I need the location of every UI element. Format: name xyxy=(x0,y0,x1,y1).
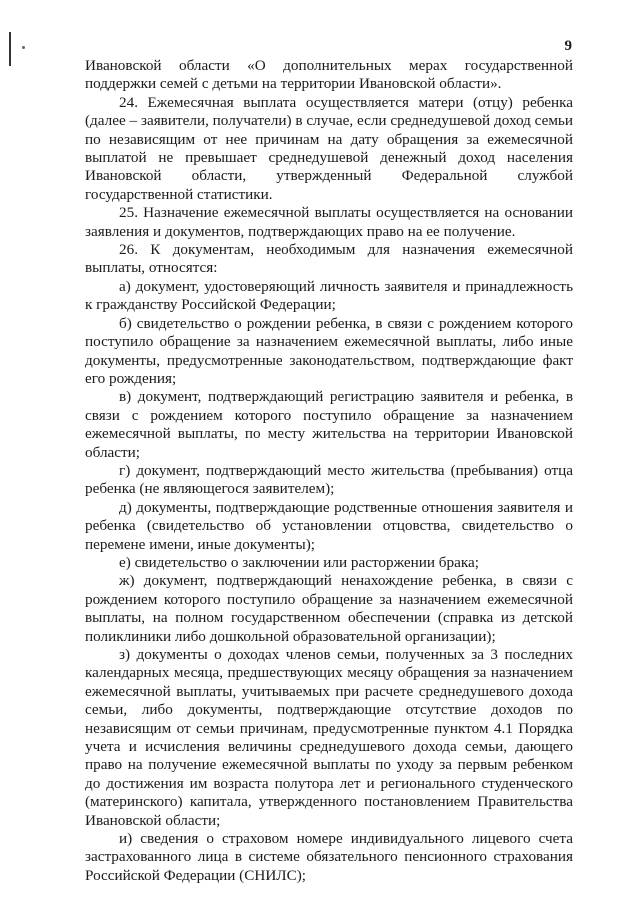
scan-dust-dot xyxy=(22,46,25,49)
list-item-zh: ж) документ, подтверждающий ненахождение ребенка, в связи с рождением которого поступило обращение за назначением ежемесячной выплаты, на полном государственном обеспечении (справка из детской поликлиники либо дошкольной образовательной организации); xyxy=(85,572,573,645)
paragraph-26: 26. К документам, необходимым для назначения ежемесячной выплаты, относятся: xyxy=(85,241,573,277)
scan-edge-mark xyxy=(9,32,11,66)
paragraph-24: 24. Ежемесячная выплата осуществляется матери (отцу) ребенка (далее – заявители, получатели) в случае, если среднедушевой доход семьи по независящим от нее причинам на дату обращения за ежемесячной выплатой не превышает среднедушевой денежный доход населения Ивановской области, утвержденный Федеральной службой государственной статистики. xyxy=(85,93,573,203)
list-item-a: а) документ, удостоверяющий личность заявителя и принадлежность к гражданству Российской Федерации; xyxy=(85,277,573,314)
document-body xyxy=(85,57,573,885)
list-item-i: и) сведения о страховом номере индивидуального лицевого счета застрахованного лица в системе обязательного пенсионного страхования Российской Федерации (СНИЛС); xyxy=(85,830,573,884)
paragraph-25: 25. Назначение ежемесячной выплаты осуществляется на основании заявления и документов, подтверждающих право на ее получение. xyxy=(85,204,573,240)
list-item-v: в) документ, подтверждающий регистрацию заявителя и ребенка, в связи с рождением которого поступило обращение за назначением ежемесячной выплаты, по месту жительства на территории Ивановской области; xyxy=(85,388,573,461)
list-item-e: е) свидетельство о заключении или расторжении брака; xyxy=(119,553,479,571)
list-item-g: г) документ, подтверждающий место жительства (пребывания) отца ребенка (не являющегося заявителем); xyxy=(85,461,573,498)
list-item-d: д) документы, подтверждающие родственные отношения заявителя и ребенка (свидетельство об установлении отцовства, свидетельство о перемене имени, иные документы); xyxy=(85,498,573,553)
list-item-b: б) свидетельство о рождении ребенка, в связи с рождением которого поступило обращение за назначением ежемесячной выплаты, либо иные документы, предусмотренные законодательством, подтверждающие факт его рождения; xyxy=(85,314,573,387)
list-item-z: з) документы о доходах членов семьи, полученных за 3 последних календарных месяца, предшествующих месяцу обращения за назначением ежемесячной выплаты, учитываемых при расчете среднедушевого дохода семьи, либо документы, подтверждающие отсутствие доходов по независящим от семьи причинам, предусмотренные пунктом 4.1 Порядка учета и исчисления величины среднедушевого дохода семьи, дающего право на получение ежемесячной выплаты по уходу за первым ребенком до достижения им возраста полутора лет и регионального студенческого (материнского) капитала, утвержденного постановлением Правительства Ивановской области; xyxy=(85,646,573,829)
page-number: 9 xyxy=(564,38,572,54)
paragraph-continuation: Ивановской области «О дополнительных мерах государственной поддержки семей с детьми на территории Ивановской области». xyxy=(85,57,573,93)
